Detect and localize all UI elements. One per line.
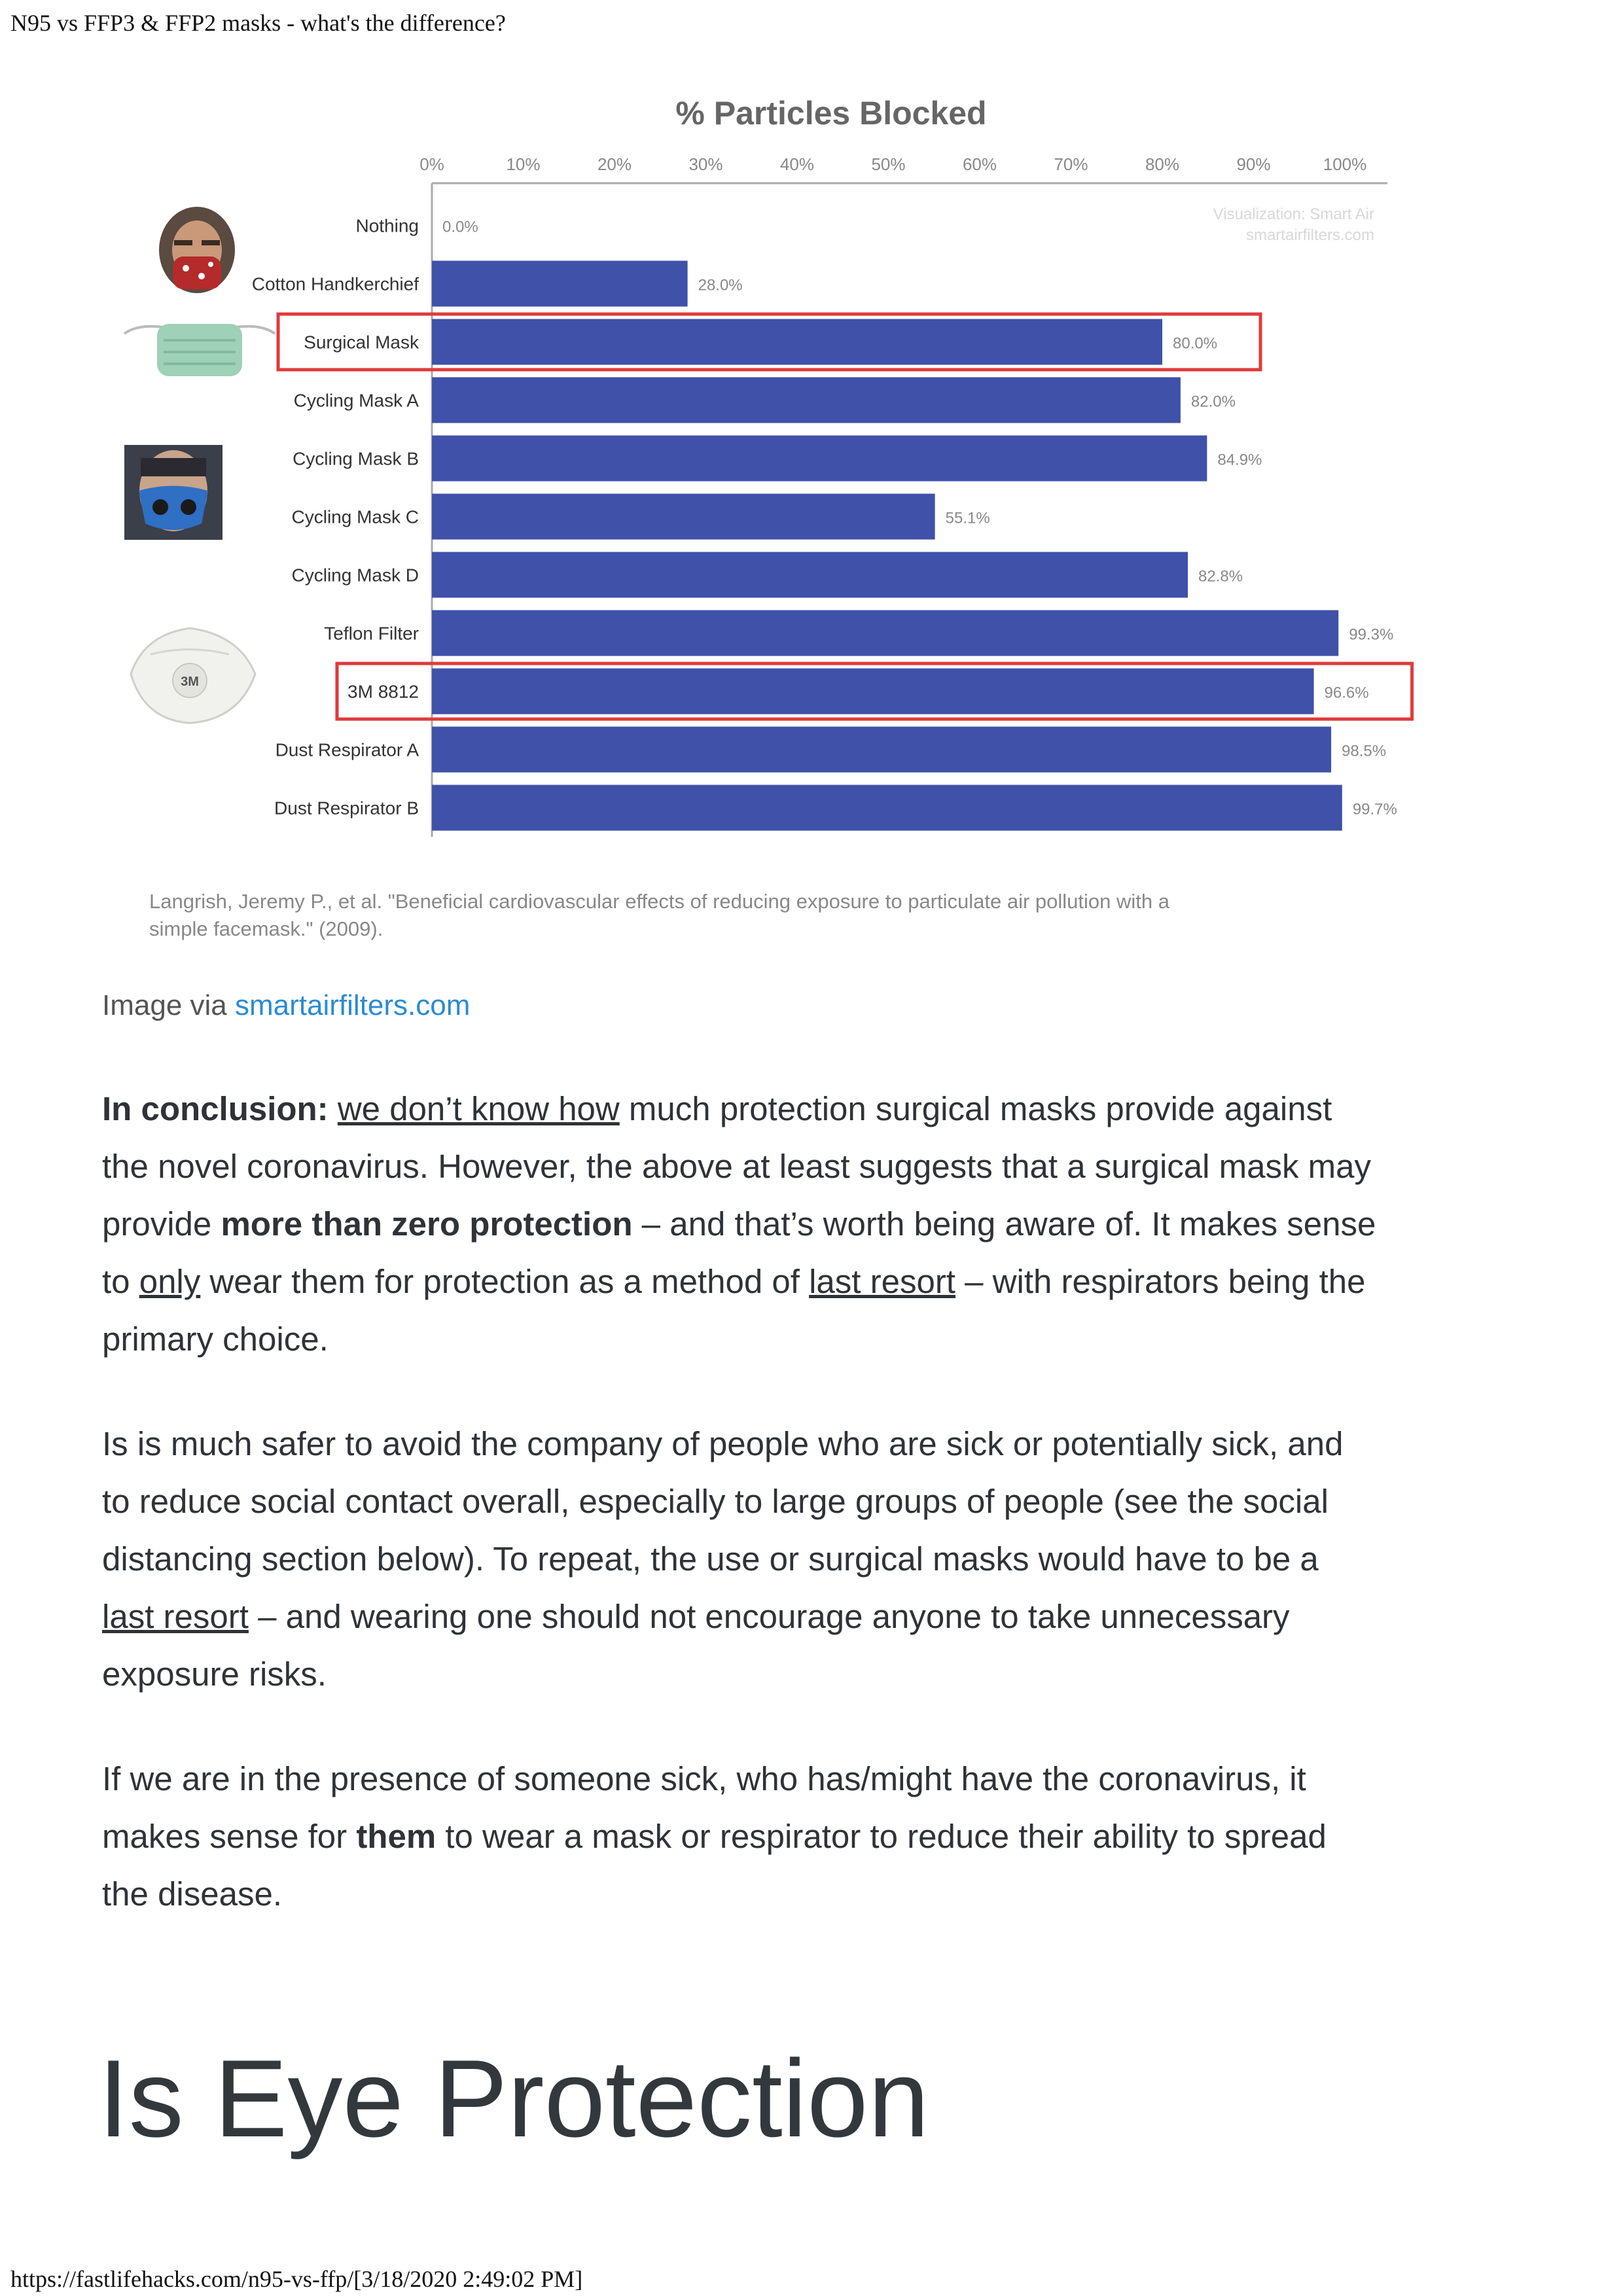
value-label: 84.9% [1217,451,1262,469]
category-label: Nothing [355,215,419,236]
category-label: Cycling Mask C [291,506,419,527]
category-label: Cycling Mask A [293,390,419,411]
x-tick-label: 30% [688,154,723,174]
image-caption [102,989,470,1022]
caption-prefix: Image via [102,989,235,1021]
page-footer-url: https://fastlifehacks.com/n95-vs-ffp/[3/18/2020 2:49:02 PM] [10,2266,583,2292]
we-dont-know-link[interactable]: we don’t know how [337,1090,620,1127]
text-line: the disease. [102,1875,283,1913]
cycling-mask-photo [124,445,223,540]
text-span: provide [102,1205,221,1243]
category-label: Surgical Mask [304,332,419,353]
conclusion-paragraph [102,1080,1483,1368]
bar-dust-respirator-a [432,727,1331,773]
3m-respirator-photo [124,609,262,726]
text-line: the novel coronavirus. However, the above at least suggests that a surgical mask may [102,1148,1371,1185]
value-label: 82.0% [1190,393,1236,411]
value-label: 96.6% [1324,684,1369,702]
value-label: 99.3% [1349,626,1394,644]
source-line2: simple facemask." (2009). [149,917,383,940]
bar-cycling-mask-d [432,552,1188,598]
text-line: If we are in the presence of someone sick, who has/might have the coronavirus, it [102,1760,1306,1797]
bar-teflon-filter [432,610,1338,656]
x-tick-label: 0% [419,154,444,174]
category-label: Cycling Mask D [291,565,419,586]
bar-cycling-mask-a [432,378,1181,423]
text-line: primary choice. [102,1320,329,1358]
bar-surgical-mask [432,319,1162,365]
category-label: Dust Respirator B [274,798,419,819]
x-tick-label: 10% [506,154,541,174]
presence-sick-paragraph [102,1750,1483,1923]
watermark-line1: Visualization: Smart Air [1213,205,1374,223]
bold-text: them [356,1818,437,1855]
text-span: – and wearing one should not encourage anyone to take unnecessary [248,1598,1290,1635]
category-label: 3M 8812 [348,681,419,702]
bar-cycling-mask-b [432,436,1207,482]
category-label: Cycling Mask B [293,448,419,469]
x-tick-label: 80% [1145,154,1180,174]
text-span: to [102,1263,139,1300]
value-label: 28.0% [698,276,743,294]
chart-title: % Particles Blocked [675,95,987,132]
text-span: – with respirators being the [955,1263,1366,1300]
conclusion-label: In conclusion: [102,1090,329,1127]
caption-source-link[interactable]: smartairfilters.com [234,989,471,1021]
respirator-brand-label: 3M [181,675,199,689]
avoid-contact-paragraph [102,1415,1483,1703]
source-line1: Langrish, Jeremy P., et al. "Beneficial cardiovascular effects of reducing exposure to particulate air pollution with a [149,890,1169,913]
text-span: – and that’s worth being aware of. It makes sense [632,1205,1376,1243]
bar-dust-respirator-b [432,785,1342,831]
bar-cycling-mask-c [432,494,935,540]
only-link[interactable]: only [139,1263,201,1300]
category-label: Teflon Filter [324,623,419,644]
surgical-mask-photo [118,308,281,386]
watermark-line2: smartairfilters.com [1245,226,1374,244]
x-tick-label: 90% [1236,154,1271,174]
value-label: 0.0% [442,218,478,236]
last-resort-link-2[interactable]: last resort [102,1598,249,1635]
text-span: much protection surgical masks provide against [619,1090,1332,1127]
bar-cotton-handkerchief [432,261,688,307]
x-tick-label: 20% [597,154,632,174]
x-tick-label: 100% [1323,154,1367,174]
text-line: exposure risks. [102,1655,327,1693]
x-tick-label: 60% [962,154,997,174]
value-label: 99.7% [1352,800,1397,819]
x-tick-label: 50% [871,154,906,174]
value-label: 55.1% [945,509,990,527]
value-label: 98.5% [1342,742,1387,760]
text-span: makes sense for [102,1818,357,1855]
text-span: to wear a mask or respirator to reduce their ability to spread [436,1818,1327,1855]
text-line: distancing section below). To repeat, the use or surgical masks would have to be a [102,1540,1319,1578]
x-tick-label: 40% [779,154,815,174]
value-label: 80.0% [1173,334,1218,353]
x-tick-label: 70% [1054,154,1088,174]
value-label: 82.8% [1198,567,1243,586]
text-span: wear them for protection as a method of [200,1263,810,1300]
section-heading: Is Eye Protection [98,2036,929,2160]
last-resort-link[interactable]: last resort [809,1263,955,1300]
particles-blocked-chart [111,85,1446,962]
category-label: Cotton Handkerchief [251,274,419,294]
page-header-title: N95 vs FFP3 & FFP2 masks - what's the difference? [10,10,506,36]
chart-svg [111,85,1446,962]
bar-3m-8812 [432,669,1314,715]
person-handkerchief-photo [154,204,240,302]
category-label: Dust Respirator A [275,739,419,760]
text-line: Is is much safer to avoid the company of people who are sick or potentially sick, and [102,1425,1344,1462]
bold-text: more than zero protection [221,1205,633,1243]
text-line: to reduce social contact overall, especially to large groups of people (see the social [102,1483,1329,1520]
